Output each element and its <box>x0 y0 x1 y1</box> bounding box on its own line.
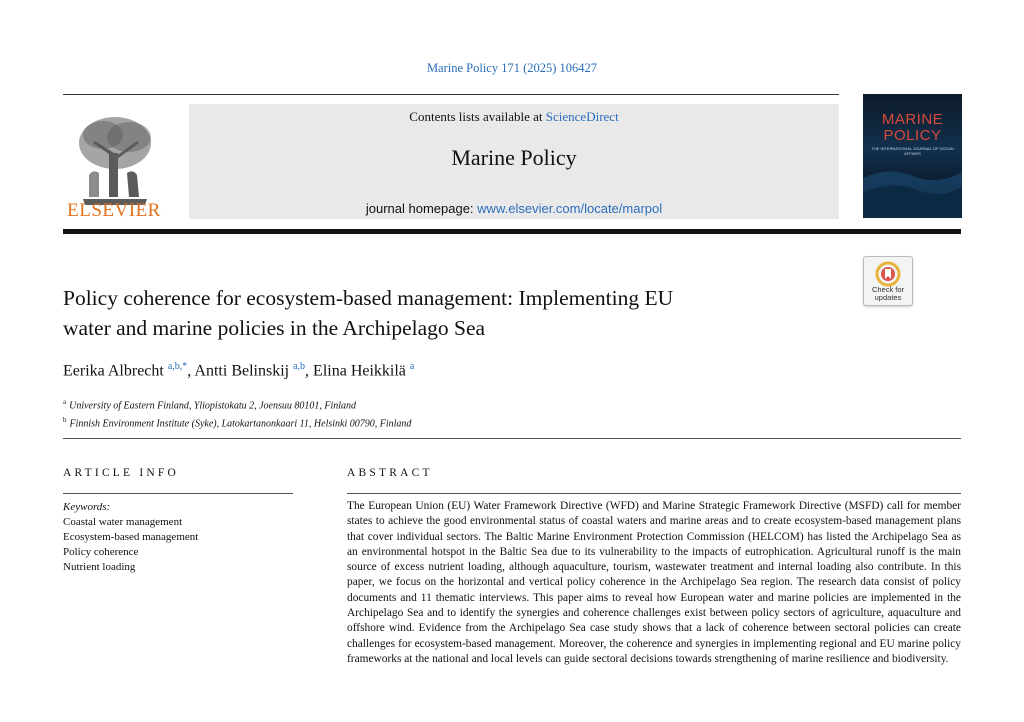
affiliation-text: Finnish Environment Institute (Syke), Latokartanonkaari 11, Helsinki 00790, Finland <box>69 418 412 430</box>
affiliation-mark: a <box>63 398 67 406</box>
cover-title <box>863 112 962 144</box>
abstract-rule <box>347 493 961 494</box>
author-separator: , <box>187 362 195 380</box>
author-list <box>63 361 414 380</box>
header-top-rule <box>63 94 839 95</box>
author-separator: , <box>305 362 314 380</box>
journal-cover-image[interactable] <box>863 94 962 218</box>
badge-line2: updates <box>874 293 902 302</box>
author-affiliation-marks[interactable]: a,b <box>293 361 306 372</box>
affiliation-mark: b <box>63 416 67 425</box>
author-name[interactable]: Antti Belinskij <box>194 362 290 380</box>
journal-citation-link[interactable]: Marine Policy 171 (2025) 106427 <box>426 61 598 75</box>
homepage-link[interactable]: www.elsevier.com/locate/marpol <box>477 201 663 216</box>
affiliation-item <box>63 413 411 431</box>
keyword-item: Coastal water management <box>63 516 183 528</box>
author-affiliation-marks[interactable]: a,b,* <box>167 361 188 372</box>
homepage-line <box>189 201 839 216</box>
article-title-line2: water and marine policies in the Archipelago Sea <box>63 316 486 340</box>
header-thick-rule <box>63 229 961 234</box>
abstract-text: The European Union (EU) Water Framework Directive (WFD) and Marine Strategic Framework Directive (MSFD) call for member states to achieve the good environmental status of coastal waters and marine areas and to create ecosystem-based management plans that cover individual sectors. The Baltic Marine Environment Protection Commission (HELCOM) has listed the Archipelago Sea as an environmental hotspot in the Baltic Sea due to its vulnerability to the impacts of eutrophication. Agricultural runoff is the main source of excess nutrient loading, although aquaculture, tourism, wastewater treatment and internal loading also contribute. In this paper, we focus on the horizontal and vertical policy coherence in the Archipelago Sea region. The research data consist of policy documents and 11 thematic interviews. This paper aims to reveal how European water and marine policies are implemented in the Archipelago Sea and to identify the synergies and coherence challenges exist between policy sectors of agriculture, aquaculture and offshore wind. Evidence from the Archipelago Sea case study shows that a lack of coherence between sectoral policies can create challenges for ecosystem-based management. Moreover, the coherence and synergies in implementing regional and EU marine policy frameworks at the national and local levels can guide sectoral decisions towards strengthening of marine resilience and biodiversity. <box>347 500 961 665</box>
article-info-rule <box>63 493 293 494</box>
check-for-updates-button[interactable] <box>863 256 913 306</box>
cover-wave-graphic <box>863 158 962 218</box>
affiliation-item <box>63 395 411 413</box>
journal-name: Marine Policy <box>451 145 577 170</box>
article-info-heading: ARTICLE INFO <box>63 467 179 479</box>
abstract-heading: ABSTRACT <box>347 467 433 479</box>
contents-line <box>189 109 839 125</box>
journal-header-box <box>189 104 839 219</box>
author-name[interactable]: Elina Heikkilä <box>313 362 406 380</box>
cover-title-line1: MARINE <box>881 111 944 128</box>
keywords-label: Keywords: <box>63 501 111 513</box>
keyword-item: Policy coherence <box>63 546 139 558</box>
article-title <box>63 283 823 343</box>
affiliations <box>63 395 411 432</box>
affiliation-text: University of Eastern Finland, Yliopistokatu 2, Joensuu 80101, Finland <box>69 400 357 412</box>
keyword-item: Nutrient loading <box>63 561 136 573</box>
author-affiliation-marks[interactable]: a <box>409 361 415 372</box>
keyword-item: Ecosystem-based management <box>63 531 199 543</box>
section-rule <box>63 438 961 439</box>
author-name[interactable]: Eerika Albrecht <box>63 362 164 380</box>
cover-subtitle: THE INTERNATIONAL JOURNAL OF OCEAN AFFAIRS <box>871 146 954 156</box>
publisher-wordmark[interactable]: ELSEVIER <box>67 200 161 221</box>
check-for-updates-label <box>864 286 912 302</box>
cover-title-line2: POLICY <box>883 127 942 144</box>
article-title-line1: Policy coherence for ecosystem-based management: Implementing EU <box>63 286 674 310</box>
sciencedirect-link[interactable]: ScienceDirect <box>545 109 619 124</box>
contents-prefix: Contents lists available at <box>409 109 546 124</box>
keywords-block <box>63 500 198 575</box>
homepage-prefix: journal homepage: <box>365 201 478 216</box>
badge-line1: Check for <box>871 285 905 294</box>
